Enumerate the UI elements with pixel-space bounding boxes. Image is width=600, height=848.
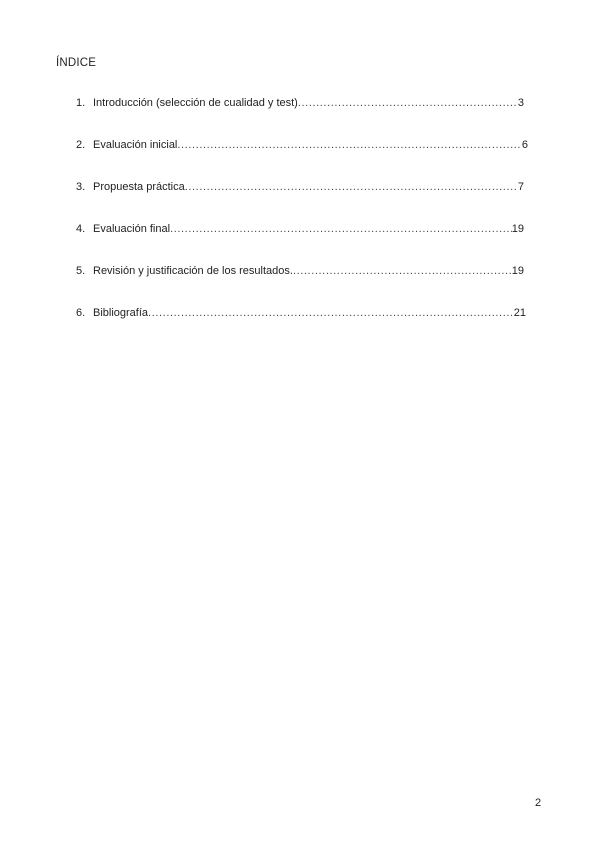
toc-entry-label: Evaluación final [93,223,171,235]
toc-entry-label: Evaluación inicial [93,139,178,151]
toc-entry-number: 3. [76,181,86,193]
page-number: 2 [535,797,542,809]
toc-entry-number: 6. [76,307,86,319]
toc-entry-page: 21 [513,307,526,319]
leader-dots [185,181,518,193]
leader-dots [170,223,512,235]
toc-entry[interactable] [76,139,528,181]
leader-dots [298,97,518,109]
table-of-contents [76,97,528,349]
toc-entry-number: 4. [76,223,86,235]
toc-entry-page: 7 [517,181,524,193]
toc-entry[interactable] [76,181,524,223]
leader-dots [293,265,512,277]
toc-entry-label: Introducción (selección de cualidad y test) [93,97,298,109]
toc-entry-label: Bibliografía [93,307,149,319]
leader-dots [177,139,521,151]
toc-title: ÍNDICE [56,57,97,69]
toc-entry[interactable] [76,265,524,307]
toc-entry-number: 2. [76,139,86,151]
toc-entry[interactable] [76,223,524,265]
toc-entry-number: 1. [76,97,86,109]
toc-entry-page: 3 [517,97,524,109]
toc-entry-page: 19 [511,265,524,277]
toc-entry-page: 6 [521,139,528,151]
toc-entry-label: Propuesta práctica [93,181,185,193]
toc-entry-number: 5. [76,265,86,277]
toc-entry[interactable] [76,97,524,139]
toc-entry-page: 19 [511,223,524,235]
leader-dots [148,307,514,319]
toc-entry[interactable] [76,307,526,349]
toc-entry-label: Revisión y justificación de los resultados. [93,265,293,277]
